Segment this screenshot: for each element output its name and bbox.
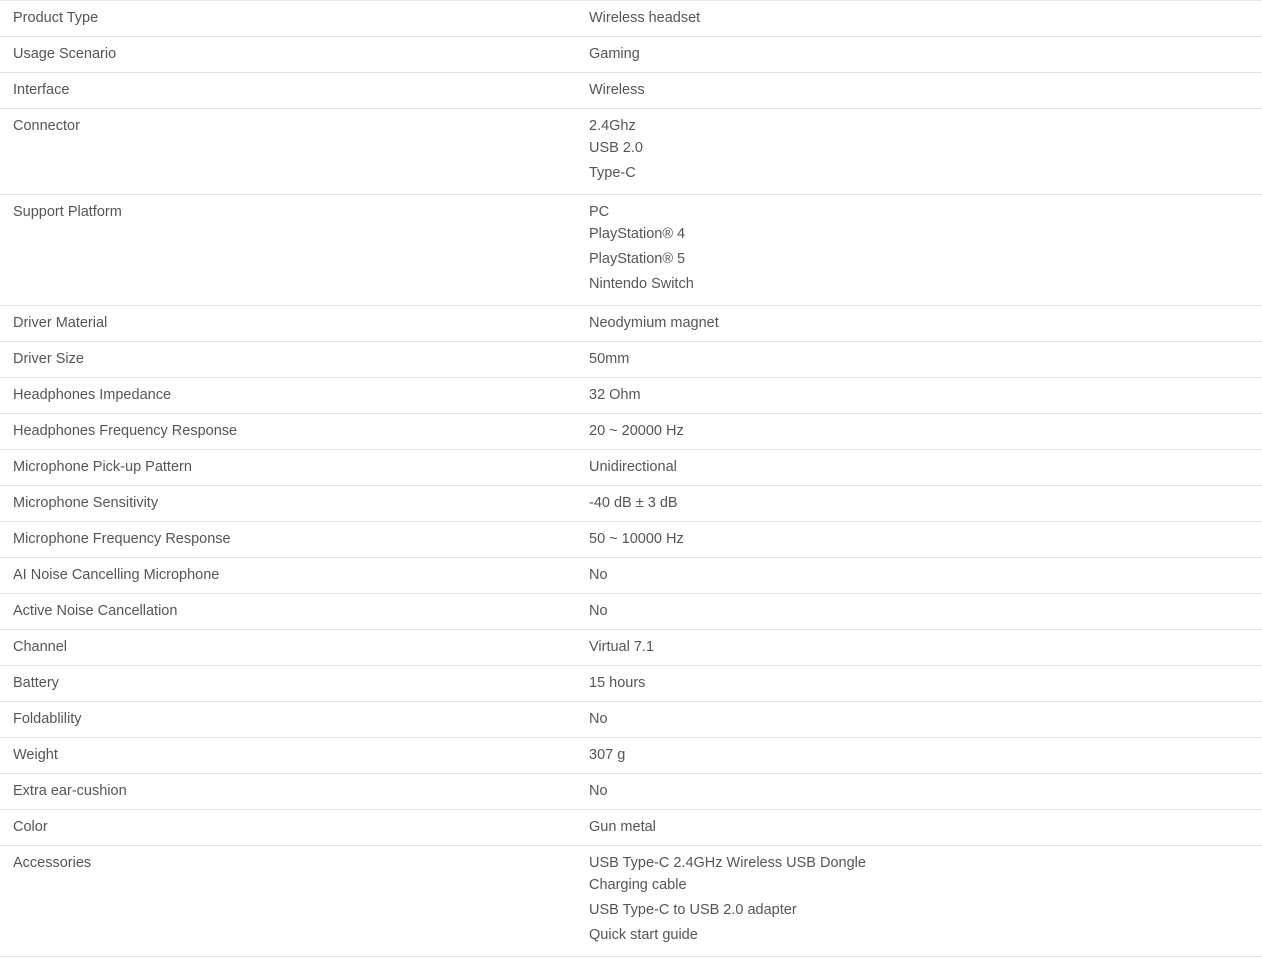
spec-values xyxy=(589,673,1262,693)
spec-row xyxy=(0,558,1262,594)
spec-values xyxy=(589,44,1262,64)
spec-values xyxy=(589,8,1262,28)
spec-row xyxy=(0,810,1262,846)
spec-label: Usage Scenario xyxy=(13,46,117,62)
spec-label: Headphones Frequency Response xyxy=(13,423,238,439)
spec-row xyxy=(0,306,1262,342)
spec-values xyxy=(589,817,1262,837)
spec-values xyxy=(589,529,1262,549)
spec-value: 15 hours xyxy=(589,675,646,691)
spec-values xyxy=(589,601,1262,621)
spec-value: Gaming xyxy=(589,46,640,62)
spec-value: No xyxy=(589,711,608,727)
spec-values xyxy=(589,385,1262,405)
spec-value: Unidirectional xyxy=(589,459,677,475)
spec-label: Microphone Frequency Response xyxy=(13,531,231,547)
spec-row xyxy=(0,342,1262,378)
spec-label: Active Noise Cancellation xyxy=(13,603,178,619)
spec-label: AI Noise Cancelling Microphone xyxy=(13,567,220,583)
spec-values xyxy=(589,565,1262,585)
spec-label: Battery xyxy=(13,675,59,691)
spec-row xyxy=(0,195,1262,306)
spec-value: USB Type-C 2.4GHz Wireless USB Dongle xyxy=(589,855,866,871)
spec-label: Headphones Impedance xyxy=(13,387,172,403)
spec-value: No xyxy=(589,603,608,619)
spec-row xyxy=(0,37,1262,73)
spec-values xyxy=(589,709,1262,729)
spec-row xyxy=(0,774,1262,810)
spec-value: 307 g xyxy=(589,747,626,763)
spec-label: Channel xyxy=(13,639,68,655)
spec-row xyxy=(0,73,1262,109)
spec-value: Nintendo Switch xyxy=(589,276,694,292)
spec-label: Extra ear-cushion xyxy=(13,783,127,799)
spec-values xyxy=(589,853,1262,948)
spec-value: 32 Ohm xyxy=(589,387,641,403)
spec-row xyxy=(0,414,1262,450)
spec-value: 50 ~ 10000 Hz xyxy=(589,531,684,547)
spec-values xyxy=(589,493,1262,513)
spec-row xyxy=(0,630,1262,666)
spec-label: Microphone Pick-up Pattern xyxy=(13,459,192,475)
spec-values xyxy=(589,202,1262,297)
spec-value: Wireless headset xyxy=(589,10,701,26)
spec-values xyxy=(589,349,1262,369)
spec-value: Quick start guide xyxy=(589,927,698,943)
spec-label: Interface xyxy=(13,82,70,98)
spec-value: PlayStation® 4 xyxy=(589,226,686,242)
spec-row xyxy=(0,846,1262,957)
spec-value: Gun metal xyxy=(589,819,656,835)
spec-values xyxy=(589,457,1262,477)
spec-row xyxy=(0,1,1262,37)
spec-value: 2.4Ghz xyxy=(589,118,636,134)
spec-value: Charging cable xyxy=(589,877,687,893)
spec-label: Weight xyxy=(13,747,58,763)
spec-value: Virtual 7.1 xyxy=(589,639,655,655)
spec-row xyxy=(0,109,1262,195)
spec-value: USB 2.0 xyxy=(589,140,643,156)
spec-row xyxy=(0,666,1262,702)
spec-label: Foldablility xyxy=(13,711,82,727)
spec-values xyxy=(589,637,1262,657)
spec-values xyxy=(589,116,1262,186)
spec-value: No xyxy=(589,567,608,583)
spec-values xyxy=(589,745,1262,765)
spec-label: Connector xyxy=(13,118,80,134)
spec-value: 20 ~ 20000 Hz xyxy=(589,423,684,439)
spec-values xyxy=(589,80,1262,100)
spec-value: Type-C xyxy=(589,165,636,181)
spec-label: Accessories xyxy=(13,855,92,871)
spec-row xyxy=(0,702,1262,738)
spec-value: PlayStation® 5 xyxy=(589,251,686,267)
spec-value: No xyxy=(589,783,608,799)
spec-row xyxy=(0,378,1262,414)
spec-label: Product Type xyxy=(13,10,99,26)
spec-value: Wireless xyxy=(589,82,645,98)
spec-value: -40 dB ± 3 dB xyxy=(589,495,678,511)
spec-row xyxy=(0,486,1262,522)
spec-label: Driver Material xyxy=(13,315,108,331)
spec-values xyxy=(589,781,1262,801)
spec-values xyxy=(589,313,1262,333)
spec-value: 50mm xyxy=(589,351,630,367)
spec-row xyxy=(0,522,1262,558)
spec-label: Microphone Sensitivity xyxy=(13,495,159,511)
spec-row xyxy=(0,450,1262,486)
spec-label: Support Platform xyxy=(13,204,122,220)
spec-row xyxy=(0,594,1262,630)
spec-label: Color xyxy=(13,819,48,835)
spec-value: PC xyxy=(589,204,610,220)
spec-label: Driver Size xyxy=(13,351,84,367)
spec-value: Neodymium magnet xyxy=(589,315,719,331)
spec-value: USB Type-C to USB 2.0 adapter xyxy=(589,902,797,918)
spec-values xyxy=(589,421,1262,441)
spec-row xyxy=(0,738,1262,774)
